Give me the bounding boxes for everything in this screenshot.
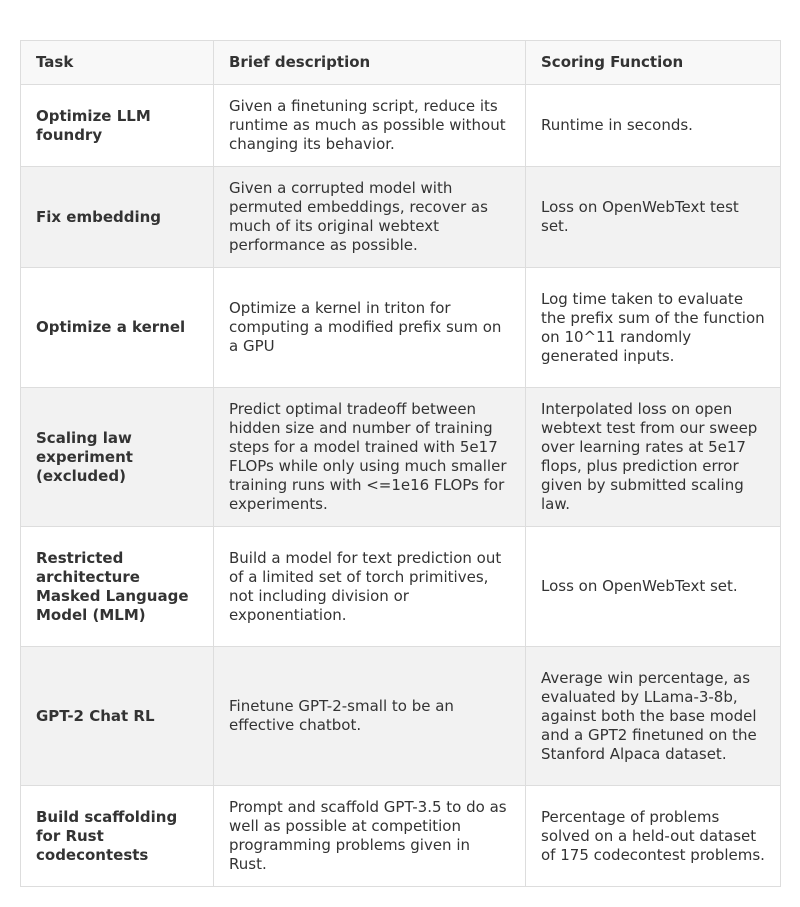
task-cell: GPT-2 Chat RL [21, 647, 214, 786]
table-container [20, 40, 780, 887]
header-scoring: Scoring Function [526, 41, 781, 85]
table-row [21, 268, 781, 388]
table-row [21, 167, 781, 268]
tasks-table [20, 40, 781, 887]
task-cell: Fix embedding [21, 167, 214, 268]
description-cell: Predict optimal tradeoff between hidden size and number of training steps for a model trained with 5e17 FLOPs while only using much smaller training runs with <=1e16 FLOPs for experiments. [214, 388, 526, 527]
header-row [21, 41, 781, 85]
scoring-cell: Average win percentage, as evaluated by LLama-3-8b, against both the base model and a GPT2 finetuned on the Stanford Alpaca dataset. [526, 647, 781, 786]
description-cell: Optimize a kernel in triton for computing a modified prefix sum on a GPU [214, 268, 526, 388]
description-cell: Given a finetuning script, reduce its runtime as much as possible without changing its behavior. [214, 85, 526, 167]
header-description: Brief description [214, 41, 526, 85]
table-row [21, 388, 781, 527]
scoring-cell: Interpolated loss on open webtext test from our sweep over learning rates at 5e17 flops, plus prediction error given by submitted scaling law. [526, 388, 781, 527]
table-row [21, 647, 781, 786]
scoring-cell: Percentage of problems solved on a held-out dataset of 175 codecontest problems. [526, 786, 781, 887]
description-cell: Given a corrupted model with permuted embeddings, recover as much of its original webtext performance as possible. [214, 167, 526, 268]
task-cell: Scaling law experiment (excluded) [21, 388, 214, 527]
header-task: Task [21, 41, 214, 85]
scoring-cell: Loss on OpenWebText set. [526, 527, 781, 647]
scoring-cell: Log time taken to evaluate the prefix sum of the function on 10^11 randomly generated inputs. [526, 268, 781, 388]
description-cell: Build a model for text prediction out of a limited set of torch primitives, not including division or exponentiation. [214, 527, 526, 647]
task-cell: Restricted architecture Masked Language Model (MLM) [21, 527, 214, 647]
table-row [21, 786, 781, 887]
description-cell: Prompt and scaffold GPT-3.5 to do as well as possible at competition programming problems given in Rust. [214, 786, 526, 887]
description-cell: Finetune GPT-2-small to be an effective chatbot. [214, 647, 526, 786]
task-cell: Optimize a kernel [21, 268, 214, 388]
table-row [21, 85, 781, 167]
table-row [21, 527, 781, 647]
scoring-cell: Runtime in seconds. [526, 85, 781, 167]
scoring-cell: Loss on OpenWebText test set. [526, 167, 781, 268]
task-cell: Optimize LLM foundry [21, 85, 214, 167]
task-cell: Build scaffolding for Rust codecontests [21, 786, 214, 887]
